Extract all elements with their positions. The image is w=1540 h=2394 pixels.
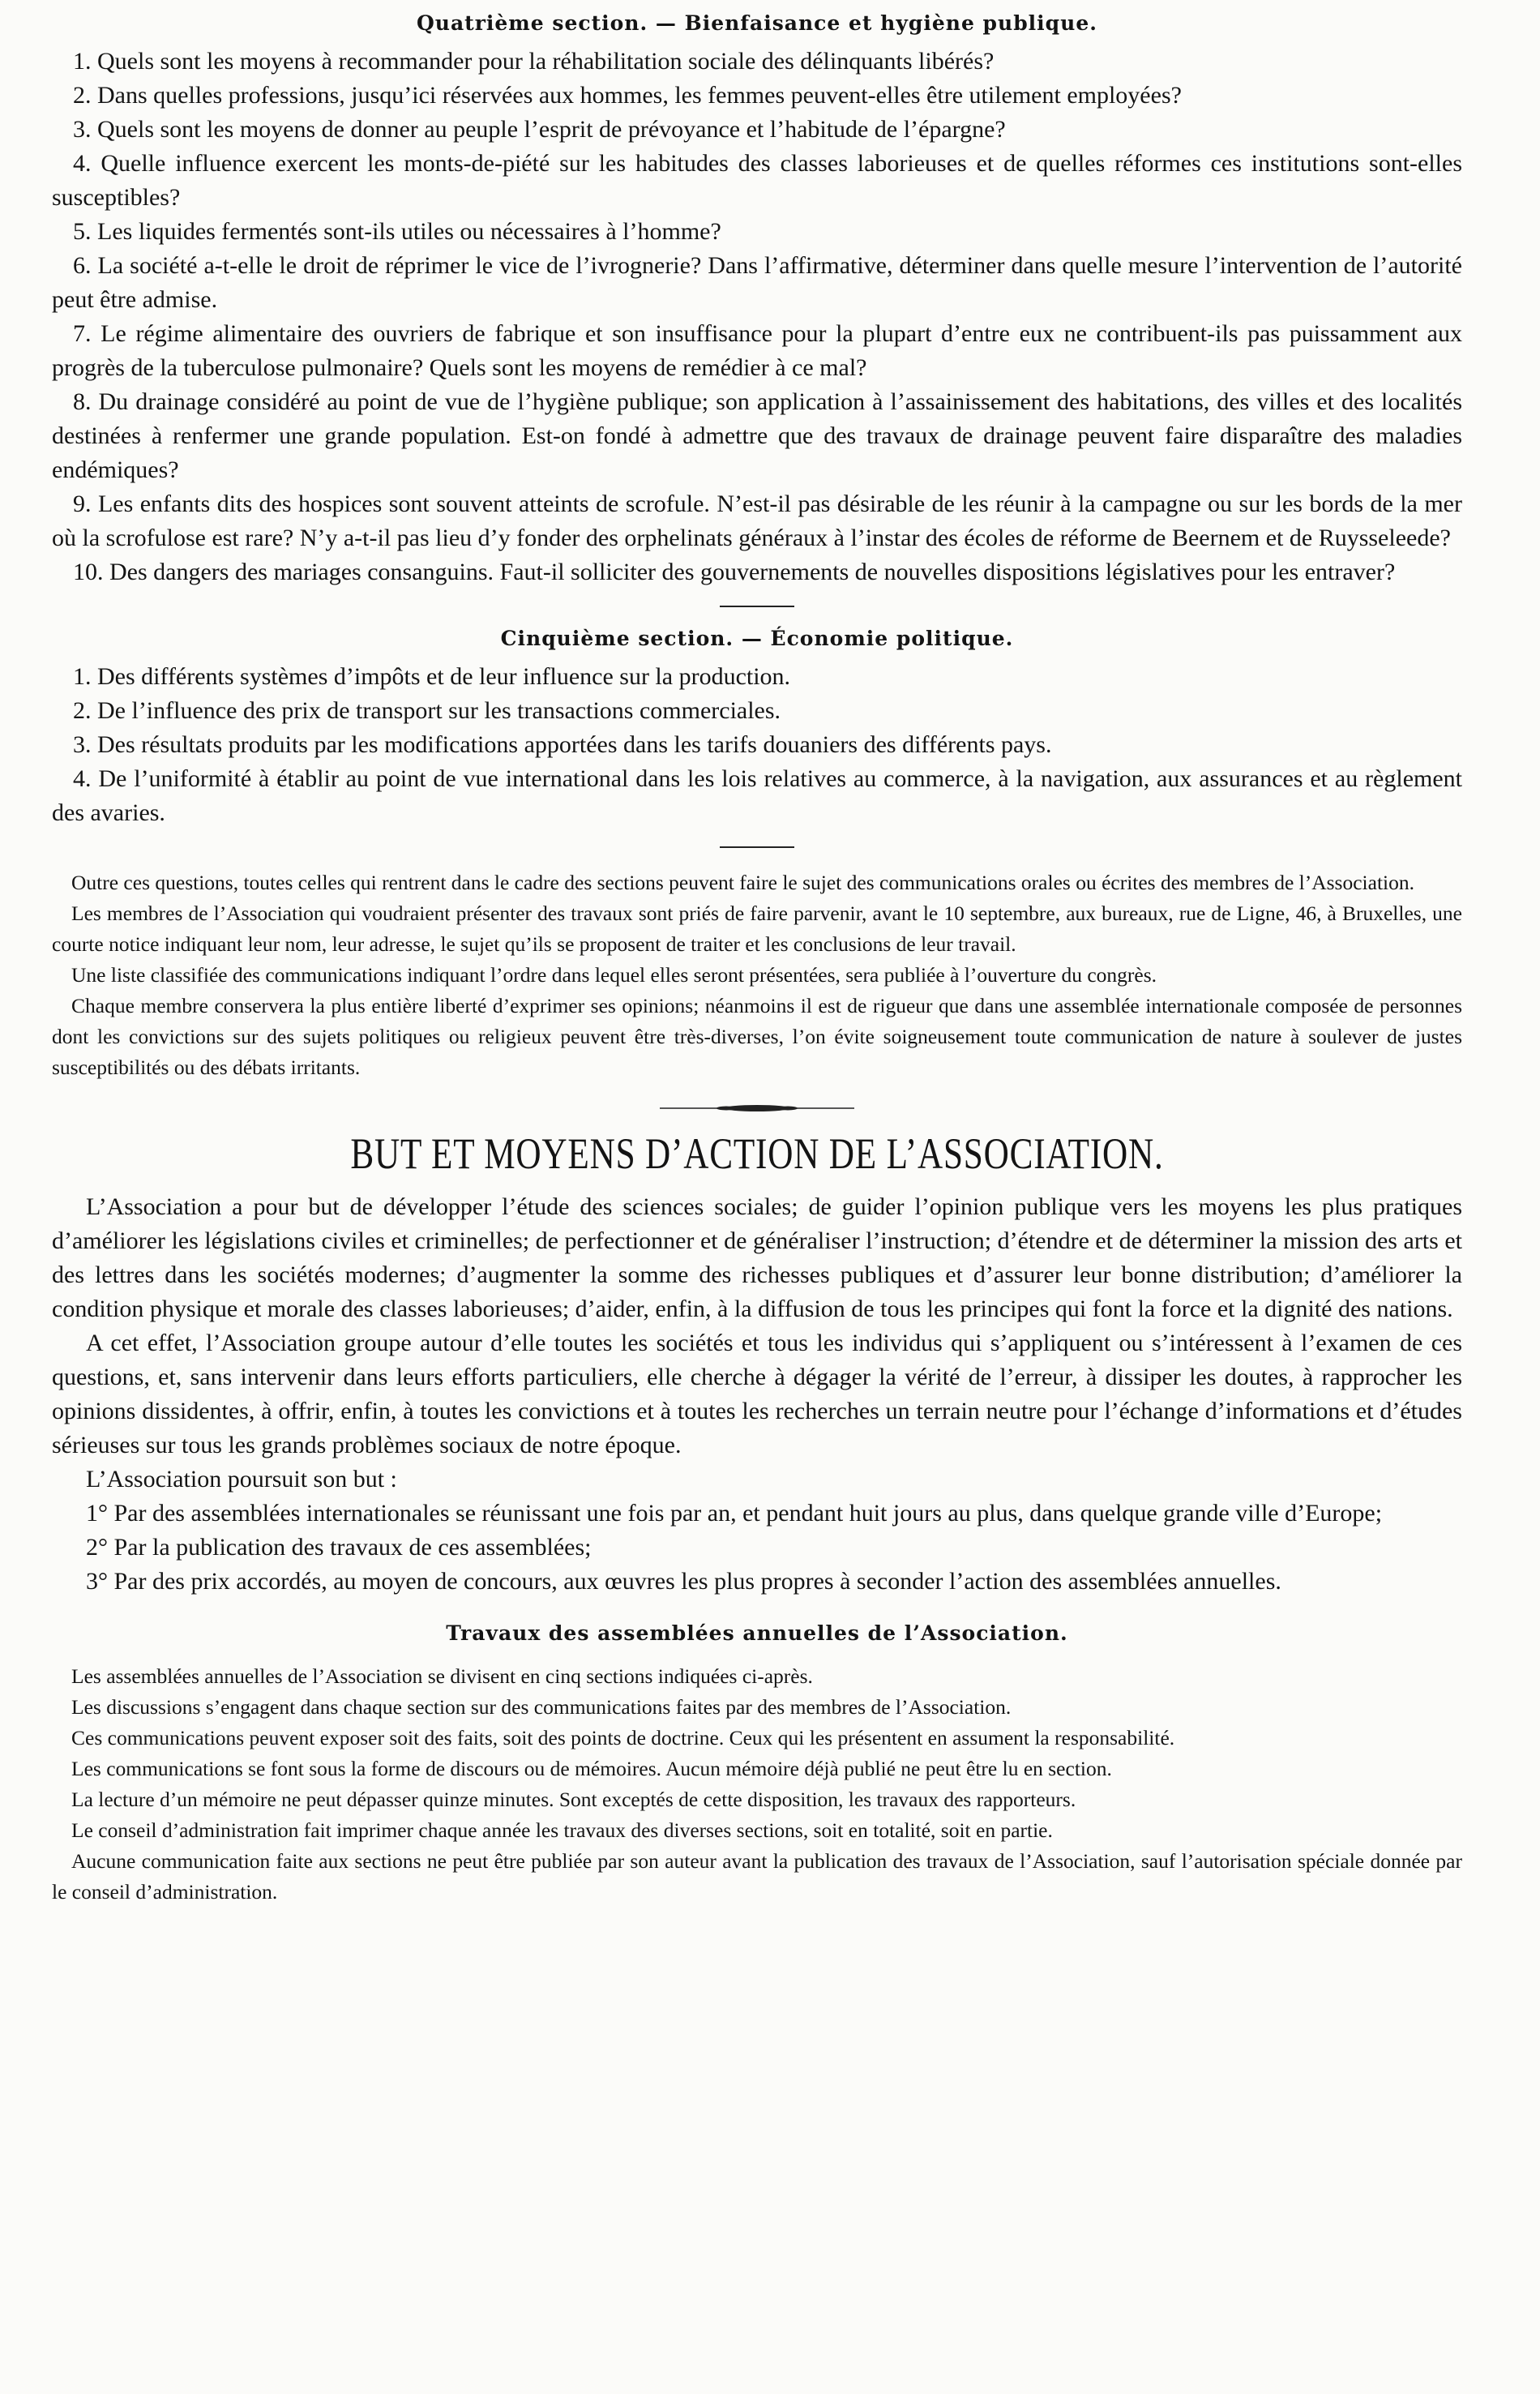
question-4-2: 2. Dans quelles professions, jusqu’ici réservées aux hommes, les femmes peuvent-elles être utilement employées?	[73, 82, 1182, 109]
goals-paragraph: L’Association a pour but de développer l’étude des sciences sociales; de guider l’opinion publique vers les moyens les plus pratiques d’améliorer les législations civiles et criminelles; de perfectionner et de généraliser l’instruction; d’étendre et de déterminer la mission des arts et des lettres dans les sociétés modernes; d’augmenter la somme des richesses publiques et d’assurer leur bonne distribution; d’améliorer la condition physique et morale des classes laborieuses; d’aider, enfin, à la diffusion de tous les principes qui font la force et la dignité des nations.	[52, 1193, 1462, 1322]
question-4-3: 3. Quels sont les moyens de donner au peuple l’esprit de prévoyance et l’habitude de l’épargne?	[73, 116, 1006, 143]
goals-list-item: 3° Par des prix accordés, au moyen de concours, aux œuvres les plus propres à seconder l’action des assemblées annuelles.	[86, 1568, 1281, 1595]
question-4-1: 1. Quels sont les moyens à recommander pour la réhabilitation sociale des délinquants libérés?	[73, 48, 995, 75]
section-5-questions	[52, 660, 1462, 830]
separator-rule	[720, 846, 794, 848]
question-5-1: 1. Des différents systèmes d’impôts et de leur influence sur la production.	[73, 663, 791, 690]
meetings-paragraph: La lecture d’un mémoire ne peut dépasser quinze minutes. Sont exceptés de cette disposition, les travaux des rapporteurs.	[71, 1788, 1076, 1811]
note-paragraph: Outre ces questions, toutes celles qui rentrent dans le cadre des sections peuvent faire le sujet des communications orales ou écrites des membres de l’Association.	[71, 871, 1414, 894]
meetings-paragraph: Le conseil d’administration fait imprimer chaque année les travaux des diverses sections, soit en totalité, soit en partie.	[71, 1818, 1053, 1842]
question-4-10: 10. Des dangers des mariages consanguins. Faut-il solliciter des gouvernements de nouvelles dispositions législatives pour les entraver?	[73, 559, 1396, 585]
goals-paragraph: L’Association poursuit son but :	[86, 1466, 397, 1493]
question-4-4: 4. Quelle influence exercent les monts-de-piété sur les habitudes des classes laborieuses et de quelles réformes ces institutions sont-elles susceptibles?	[52, 150, 1462, 211]
note-paragraph: Chaque membre conservera la plus entière liberté d’exprimer ses opinions; néanmoins il est de rigueur que dans une assemblée internationale composée de personnes dont les convictions sur des sujets politiques ou religieux peuvent être très-diverses, l’on évite soigneusement toute communication de nature à soulever de justes susceptibilités ou des débats irritants.	[52, 994, 1462, 1079]
annual-meetings-body	[52, 1661, 1462, 1908]
goals-paragraph: A cet effet, l’Association groupe autour d’elle toutes les sociétés et tous les individus qui s’appliquent ou s’intéressent à l’examen de ces questions, et, sans intervenir dans leurs efforts particuliers, elle cherche à dégager la vérité de l’erreur, à dissiper les doutes, à rapprocher les opinions dissidentes, à offrir, enfin, à toutes les convictions et à toutes les recherches un terrain neutre pour l’échange d’informations et d’études sérieuses sur tous les grands problèmes sociaux de notre époque.	[52, 1330, 1462, 1458]
question-5-2: 2. De l’influence des prix de transport sur les transactions commerciales.	[73, 697, 781, 724]
annual-meetings-heading: Travaux des assemblées annuelles de l’Association.	[446, 1621, 1068, 1645]
meetings-paragraph: Les assemblées annuelles de l’Association se divisent en cinq sections indiquées ci-après.	[71, 1664, 813, 1688]
question-4-9: 9. Les enfants dits des hospices sont souvent atteints de scrofule. N’est-il pas désirable de les réunir à la campagne ou sur les bords de la mer où la scrofulose est rare? N’y a-t-il pas lieu d’y fonder des orphelinats généraux à l’instar des écoles de réforme de Beernem et de Ruysseleede?	[52, 490, 1462, 551]
note-paragraph: Une liste classifiée des communications indiquant l’ordre dans lequel elles seront présentées, sera publiée à l’ouverture du congrès.	[71, 963, 1157, 987]
ornament-divider-icon	[660, 1103, 854, 1114]
goals-list-item: 2° Par la publication des travaux de ces assemblées;	[86, 1534, 592, 1561]
meetings-paragraph: Les discussions s’engagent dans chaque section sur des communications faites par des membres de l’Association.	[71, 1695, 1012, 1719]
goals-list-item: 1° Par des assemblées internationales se réunissant une fois par an, et pendant huit jours au plus, dans quelque grande ville d’Europe;	[86, 1500, 1383, 1527]
meetings-paragraph: Aucune communication faite aux sections ne peut être publiée par son auteur avant la publication des travaux de l’Association, sauf l’autorisation spéciale donnée par le conseil d’administration.	[52, 1849, 1462, 1904]
association-goals-body	[52, 1190, 1462, 1599]
question-4-5: 5. Les liquides fermentés sont-ils utiles ou nécessaires à l’homme?	[73, 218, 721, 245]
question-4-7: 7. Le régime alimentaire des ouvriers de fabrique et son insuffisance pour la plupart d’entre eux ne contribuent-ils pas puissamment aux progrès de la tuberculose pulmonaire? Quels sont les moyens de remédier à ce mal?	[52, 320, 1462, 381]
association-goals-title: BUT ET MOYENS D’ACTION DE L’ASSOCIATION.	[350, 1129, 1164, 1178]
separator-rule	[720, 606, 794, 607]
section-4-heading: Quatrième section. — Bienfaisance et hygiène publique.	[417, 11, 1097, 35]
question-4-8: 8. Du drainage considéré au point de vue de l’hygiène publique; son application à l’assainissement des habitations, des villes et des localités destinées à renfermer une grande population. Est-on fondé à admettre que des travaux de drainage peuvent faire disparaître des maladies endémiques?	[52, 388, 1462, 483]
question-5-3: 3. Des résultats produits par les modifications apportées dans les tarifs douaniers des différents pays.	[73, 731, 1052, 758]
note-paragraph: Les membres de l’Association qui voudraient présenter des travaux sont priés de faire parvenir, avant le 10 septembre, aux bureaux, rue de Ligne, 46, à Bruxelles, une courte notice indiquant leur nom, leur adresse, le sujet qu’ils se proposent de traiter et les conclusions de leur travail.	[52, 901, 1462, 956]
meetings-paragraph: Ces communications peuvent exposer soit des faits, soit des points de doctrine. Ceux qui les présentent en assument la responsabilité.	[71, 1726, 1175, 1749]
meetings-paragraph: Les communications se font sous la forme de discours ou de mémoires. Aucun mémoire déjà publié ne peut être lu en section.	[71, 1757, 1112, 1780]
notes-block	[52, 867, 1462, 1083]
section-4-questions	[52, 45, 1462, 589]
question-5-4: 4. De l’uniformité à établir au point de vue international dans les lois relatives au commerce, à la navigation, aux assurances et au règlement des avaries.	[52, 765, 1462, 826]
section-5-heading: Cinquième section. — Économie politique.	[500, 627, 1014, 650]
question-4-6: 6. La société a-t-elle le droit de réprimer le vice de l’ivrognerie? Dans l’affirmative, déterminer dans quelle mesure l’intervention de l’autorité peut être admise.	[52, 252, 1462, 313]
